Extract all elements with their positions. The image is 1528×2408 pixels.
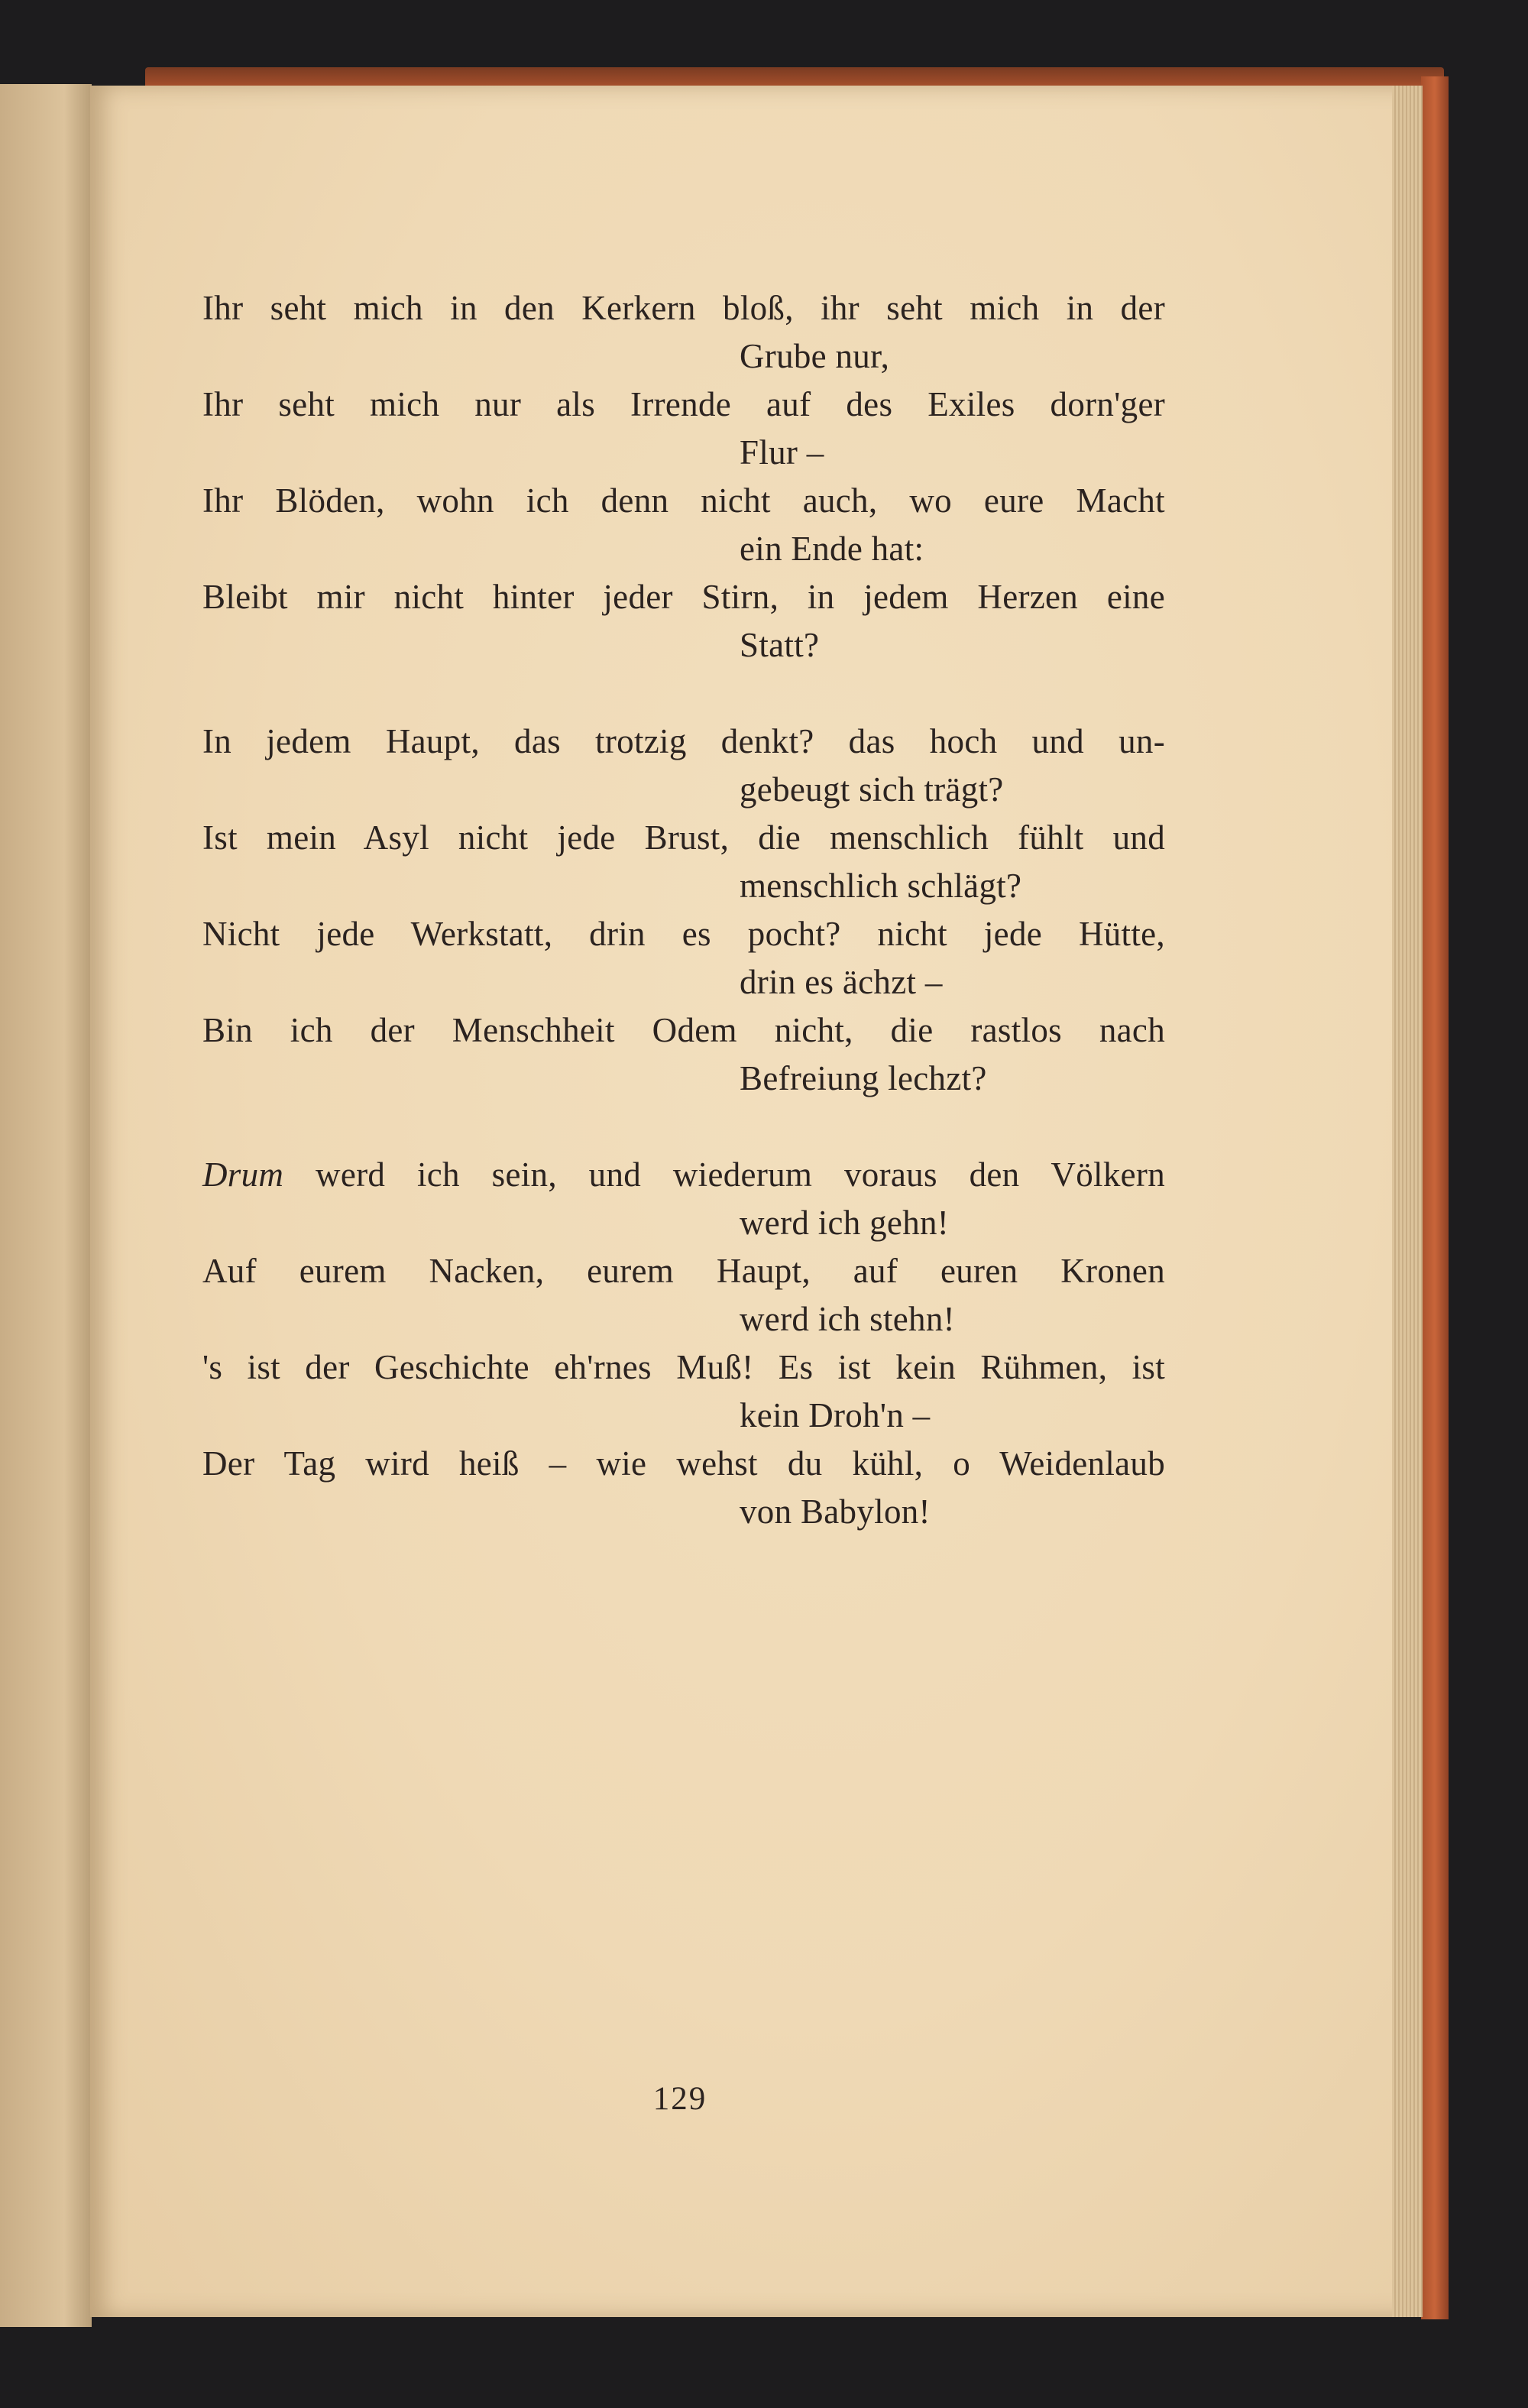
verse-line: In jedem Haupt, das trotzig denkt? das hoch und un- (202, 722, 1165, 760)
verse-line: Bleibt mir nicht hinter jeder Stirn, in jedem Herzen eine (202, 578, 1165, 616)
verse-line-continuation: gebeugt sich trägt? (740, 770, 1004, 809)
verse-line-continuation: Flur – (740, 433, 824, 472)
verse-line (202, 1151, 1165, 1199)
page-number: 129 (652, 2081, 707, 2117)
verse-line: Ihr seht mich nur als Irrende auf des Exiles dorn'ger (202, 385, 1165, 423)
verse-line: Ihr Blöden, wohn ich denn nicht auch, wo eure Macht (202, 481, 1165, 520)
verse-line: Ist mein Asyl nicht jede Brust, die menschlich fühlt und (202, 818, 1165, 857)
verse-line: Der Tag wird heiß – wie wehst du kühl, o Weidenlaub (202, 1444, 1165, 1483)
verse-line-continuation: menschlich schlägt? (740, 867, 1022, 905)
verse-line-continuation: von Babylon! (740, 1492, 931, 1531)
facing-page-edge (0, 84, 92, 2327)
verse-line-continuation: Befreiung lechzt? (740, 1059, 987, 1097)
italic-word: Drum (202, 1155, 284, 1194)
verse-line: Bin ich der Menschheit Odem nicht, die rastlos nach (202, 1011, 1165, 1049)
verse-line: Ihr seht mich in den Kerkern bloß, ihr seht mich in der (202, 289, 1165, 327)
book-cover-right-edge (1421, 76, 1449, 2319)
verse-line: Auf eurem Nacken, eurem Haupt, auf euren Kronen (202, 1252, 1165, 1290)
verse-line-continuation: Statt? (740, 626, 820, 664)
page-leaves-edge (1392, 86, 1423, 2317)
verse-line-rest: werd ich sein, und wiederum voraus den Völkern (283, 1155, 1165, 1194)
verse-line-continuation: drin es ächzt – (740, 963, 943, 1001)
stanza-1 (202, 284, 1165, 669)
stanza-3 (202, 1151, 1165, 1536)
verse-line-continuation: ein Ende hat: (740, 530, 924, 568)
verse-line-continuation: werd ich gehn! (740, 1204, 950, 1242)
verse-line-continuation: werd ich stehn! (740, 1300, 955, 1338)
verse-line: Nicht jede Werkstatt, drin es pocht? nicht jede Hütte, (202, 915, 1165, 953)
stanza-2 (202, 718, 1165, 1103)
poem-text (202, 284, 1165, 1536)
verse-line-continuation: kein Droh'n – (740, 1396, 931, 1434)
verse-line-continuation: Grube nur, (740, 337, 890, 375)
verse-line: 's ist der Geschichte eh'rnes Muß! Es ist kein Rühmen, ist (202, 1348, 1165, 1386)
